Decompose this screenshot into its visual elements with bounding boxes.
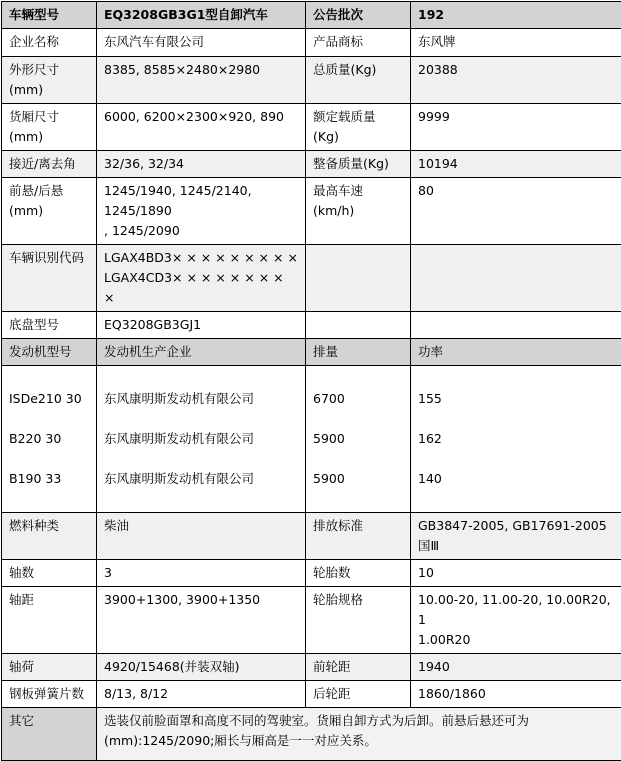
leaf-spring-label: 钢板弹簧片数 bbox=[2, 681, 97, 708]
row-approach-departure-angle bbox=[2, 151, 621, 178]
max-speed-label: 最高车速 (km/h) bbox=[306, 178, 411, 245]
rated-load-value: 9999 bbox=[411, 104, 621, 151]
outer-dimensions-label: 外形尺寸(mm) bbox=[2, 57, 97, 104]
engine-model: B190 33 bbox=[9, 469, 89, 489]
engine-power: 140 bbox=[418, 469, 615, 489]
fuel-type-value: 柴油 bbox=[97, 513, 306, 560]
trademark-value: 东风牌 bbox=[411, 29, 621, 57]
curb-mass-label: 整备质量(Kg) bbox=[306, 151, 411, 178]
engine-power: 155 bbox=[418, 389, 615, 409]
engine-manufacturer-header: 发动机生产企业 bbox=[97, 339, 306, 366]
approach-angle-label: 接近/离去角 bbox=[2, 151, 97, 178]
engine-power: 162 bbox=[418, 429, 615, 449]
vehicle-model-label: 车辆型号 bbox=[2, 2, 97, 29]
tire-count-label: 轮胎数 bbox=[306, 560, 411, 587]
engine-manufacturers-cell bbox=[97, 366, 306, 513]
other-label: 其它 bbox=[2, 708, 97, 761]
row-fuel-emission bbox=[2, 513, 621, 560]
curb-mass-value: 10194 bbox=[411, 151, 621, 178]
suspension-label: 前悬/后悬 (mm) bbox=[2, 178, 97, 245]
row-engine-header bbox=[2, 339, 621, 366]
empty-cell bbox=[306, 312, 411, 339]
announcement-batch-value: 192 bbox=[411, 2, 621, 29]
engine-displacement: 5900 bbox=[313, 469, 403, 489]
row-company bbox=[2, 29, 621, 57]
row-wheelbase-tire-spec bbox=[2, 587, 621, 654]
company-label: 企业名称 bbox=[2, 29, 97, 57]
vin-value: LGAX4BD3× × × × × × × × × LGAX4CD3× × × × × × × × × bbox=[97, 245, 306, 312]
tire-spec-label: 轮胎规格 bbox=[306, 587, 411, 654]
row-other bbox=[2, 708, 621, 761]
displacement-header: 排量 bbox=[306, 339, 411, 366]
tire-spec-value: 10.00-20, 11.00-20, 10.00R20, 1 1.00R20 bbox=[411, 587, 621, 654]
engine-displacement: 6700 bbox=[313, 389, 403, 409]
gross-mass-label: 总质量(Kg) bbox=[306, 57, 411, 104]
cargo-dimensions-label: 货厢尺寸(mm) bbox=[2, 104, 97, 151]
axle-load-label: 轴荷 bbox=[2, 654, 97, 681]
axle-count-label: 轴数 bbox=[2, 560, 97, 587]
engine-powers-cell bbox=[411, 366, 621, 513]
engine-displacements-cell bbox=[306, 366, 411, 513]
max-speed-value: 80 bbox=[411, 178, 621, 245]
empty-cell bbox=[411, 312, 621, 339]
suspension-value: 1245/1940, 1245/2140, 1245/1890 , 1245/2090 bbox=[97, 178, 306, 245]
engine-manufacturer: 东风康明斯发动机有限公司 bbox=[104, 429, 298, 449]
row-vehicle-model bbox=[2, 2, 621, 29]
rear-track-label: 后轮距 bbox=[306, 681, 411, 708]
power-header: 功率 bbox=[411, 339, 621, 366]
row-vin bbox=[2, 245, 621, 312]
engine-models-cell bbox=[2, 366, 97, 513]
row-axles-tires bbox=[2, 560, 621, 587]
trademark-label: 产品商标 bbox=[306, 29, 411, 57]
company-value: 东风汽车有限公司 bbox=[97, 29, 306, 57]
outer-dimensions-value: 8385, 8585×2480×2980 bbox=[97, 57, 306, 104]
axle-count-value: 3 bbox=[97, 560, 306, 587]
row-cargo-dimensions bbox=[2, 104, 621, 151]
front-track-value: 1940 bbox=[411, 654, 621, 681]
leaf-spring-value: 8/13, 8/12 bbox=[97, 681, 306, 708]
tire-count-value: 10 bbox=[411, 560, 621, 587]
wheelbase-label: 轴距 bbox=[2, 587, 97, 654]
cargo-dimensions-value: 6000, 6200×2300×920, 890 bbox=[97, 104, 306, 151]
engine-manufacturer: 东风康明斯发动机有限公司 bbox=[104, 469, 298, 489]
vehicle-spec-table bbox=[1, 1, 621, 761]
engine-model: B220 30 bbox=[9, 429, 89, 449]
engine-model: ISDe210 30 bbox=[9, 389, 89, 409]
axle-load-value: 4920/15468(并装双轴) bbox=[97, 654, 306, 681]
vin-label: 车辆识别代码 bbox=[2, 245, 97, 312]
row-spring-rear-track bbox=[2, 681, 621, 708]
rated-load-label: 额定载质量 (Kg) bbox=[306, 104, 411, 151]
approach-angle-value: 32/36, 32/34 bbox=[97, 151, 306, 178]
row-suspension bbox=[2, 178, 621, 245]
row-engine-data bbox=[2, 366, 621, 513]
other-value: 选装仅前脸面罩和高度不同的驾驶室。货厢自卸方式为后卸。前悬后悬还可为 (mm):1245/2090;厢长与厢高是一一对应关系。 bbox=[97, 708, 621, 761]
engine-displacement: 5900 bbox=[313, 429, 403, 449]
vehicle-model-value: EQ3208GB3G1型自卸汽车 bbox=[97, 2, 306, 29]
engine-model-header: 发动机型号 bbox=[2, 339, 97, 366]
row-chassis-model bbox=[2, 312, 621, 339]
engine-manufacturer: 东风康明斯发动机有限公司 bbox=[104, 389, 298, 409]
gross-mass-value: 20388 bbox=[411, 57, 621, 104]
row-outer-dimensions bbox=[2, 57, 621, 104]
emission-standard-label: 排放标准 bbox=[306, 513, 411, 560]
chassis-model-label: 底盘型号 bbox=[2, 312, 97, 339]
empty-cell bbox=[411, 245, 621, 312]
rear-track-value: 1860/1860 bbox=[411, 681, 621, 708]
row-axle-load-front-track bbox=[2, 654, 621, 681]
wheelbase-value: 3900+1300, 3900+1350 bbox=[97, 587, 306, 654]
fuel-type-label: 燃料种类 bbox=[2, 513, 97, 560]
announcement-batch-label: 公告批次 bbox=[306, 2, 411, 29]
emission-standard-value: GB3847-2005, GB17691-2005 国Ⅲ bbox=[411, 513, 621, 560]
empty-cell bbox=[306, 245, 411, 312]
chassis-model-value: EQ3208GB3GJ1 bbox=[97, 312, 306, 339]
front-track-label: 前轮距 bbox=[306, 654, 411, 681]
